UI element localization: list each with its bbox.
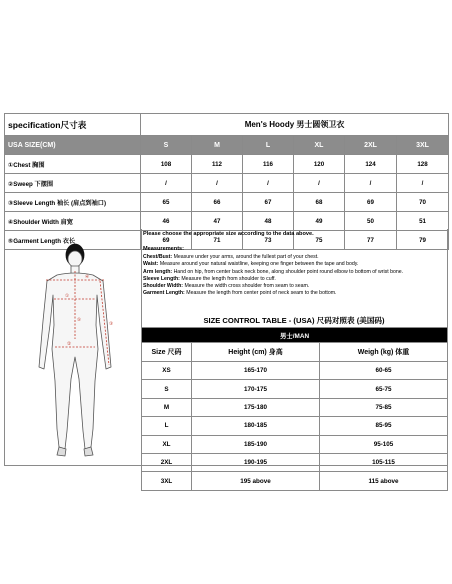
table-cell: / xyxy=(192,174,243,193)
table-cell: 69 xyxy=(141,231,192,250)
table-cell: 185-190 xyxy=(192,435,320,453)
list-item: Arm length: Hand on hip, from center back neck bone, along shoulder point round elbow to bottom of wrist bone. xyxy=(143,268,404,275)
table-cell: 180-185 xyxy=(192,417,320,435)
band-label: 男士/MAN xyxy=(142,328,448,343)
table-cell: 85-95 xyxy=(320,417,448,435)
table-cell: 47 xyxy=(192,212,243,231)
measurements-title: Measurements: xyxy=(143,246,185,252)
size-header: M xyxy=(192,136,243,155)
table-cell: 70 xyxy=(397,193,449,212)
list-item: Shoulder Width: Measure the width cross shoulder from seam to seam. xyxy=(143,283,310,290)
table-cell: 165-170 xyxy=(192,362,320,380)
lower-section xyxy=(4,229,448,485)
spec-corner-label: specification尺寸表 xyxy=(5,114,141,136)
gender-band xyxy=(142,328,448,343)
table-row xyxy=(142,398,448,416)
spec-header-label: USA SIZE(CM) xyxy=(5,136,141,155)
spec-row-sweep xyxy=(5,174,449,193)
list-item: Chest/Bust: Measure under your arms, around the fullest part of your chest. xyxy=(143,254,319,260)
table-cell: / xyxy=(243,174,294,193)
table-cell: 68 xyxy=(294,193,345,212)
size-control-header-row xyxy=(142,343,448,362)
row-label: ③Sleeve Length 袖长 (肩点到袖口) xyxy=(5,193,141,212)
column-header: Weigh (kg) 体重 xyxy=(320,343,448,362)
table-cell: 95-105 xyxy=(320,435,448,453)
table-cell: 112 xyxy=(192,155,243,174)
table-cell: 65 xyxy=(141,193,192,212)
table-row xyxy=(142,362,448,380)
size-header: L xyxy=(243,136,294,155)
row-label: ②Sweep 下摆围 xyxy=(5,174,141,193)
table-cell: / xyxy=(294,174,345,193)
size-control-title: SIZE CONTROL TABLE - (USA) 尺码对照表 (美国码) xyxy=(203,316,385,325)
column-header: Height (cm) 身高 xyxy=(192,343,320,362)
list-item: Garment Length: Measure the length from center point of neck seam to the bottom. xyxy=(143,290,337,297)
table-cell: 3XL xyxy=(142,472,192,490)
table-cell: 50 xyxy=(345,212,397,231)
guide-intro: Please choose the appropriate size according to the data above. xyxy=(143,231,314,237)
table-row xyxy=(142,417,448,435)
size-header: XL xyxy=(294,136,345,155)
marker-length: ⑤ xyxy=(77,318,82,323)
size-control-table xyxy=(141,327,448,491)
table-cell: 69 xyxy=(345,193,397,212)
table-cell: 60-65 xyxy=(320,362,448,380)
size-header: 3XL xyxy=(397,136,449,155)
table-cell: 2XL xyxy=(142,453,192,471)
table-cell: 124 xyxy=(345,155,397,174)
table-row xyxy=(142,453,448,471)
body-figure-panel xyxy=(4,229,142,466)
table-cell: 116 xyxy=(243,155,294,174)
spec-product-title: Men's Hoody 男士圆领卫衣 xyxy=(141,114,449,136)
table-cell: S xyxy=(142,380,192,398)
list-item: Sleeve Length: Measure the length from shoulder to cuff. xyxy=(143,275,276,282)
row-label: ①Chest 胸围 xyxy=(5,155,141,174)
table-cell: 71 xyxy=(192,231,243,250)
table-cell: 67 xyxy=(243,193,294,212)
marker-chest: ① xyxy=(65,294,70,299)
table-cell: 128 xyxy=(397,155,449,174)
table-cell: 77 xyxy=(345,231,397,250)
table-cell: XL xyxy=(142,435,192,453)
size-header: 2XL xyxy=(345,136,397,155)
table-cell: 195 above xyxy=(192,472,320,490)
table-cell: 66 xyxy=(192,193,243,212)
table-cell: 175-180 xyxy=(192,398,320,416)
table-cell: 75 xyxy=(294,231,345,250)
row-label: ④Shoulder Width 肩宽 xyxy=(5,212,141,231)
column-header: Size 尺码 xyxy=(142,343,192,362)
table-cell: / xyxy=(345,174,397,193)
size-guide-panel xyxy=(141,229,448,485)
table-cell: 120 xyxy=(294,155,345,174)
marker-sweep: ② xyxy=(67,342,72,347)
table-cell: 79 xyxy=(397,231,449,250)
marker-shoulder: ④ xyxy=(85,275,90,280)
size-chart-sheet xyxy=(4,113,448,485)
row-label: ⑤Garment Length 衣长 xyxy=(5,231,141,250)
table-cell: 105-115 xyxy=(320,453,448,471)
spec-header-row xyxy=(5,136,449,155)
table-cell: / xyxy=(141,174,192,193)
size-header: S xyxy=(141,136,192,155)
marker-sleeve: ③ xyxy=(109,322,114,327)
table-row xyxy=(142,380,448,398)
table-cell: 75-85 xyxy=(320,398,448,416)
spec-title-row xyxy=(5,114,449,136)
spec-row-shoulder xyxy=(5,212,449,231)
table-cell: 73 xyxy=(243,231,294,250)
list-item: Waist: Measure around your natural waistline, keeping one finger between the tape and body. xyxy=(143,261,359,268)
table-cell: 49 xyxy=(294,212,345,231)
table-cell: 108 xyxy=(141,155,192,174)
table-row xyxy=(142,472,448,490)
table-cell: 46 xyxy=(141,212,192,231)
table-cell: XS xyxy=(142,362,192,380)
table-cell: / xyxy=(397,174,449,193)
table-row xyxy=(142,435,448,453)
table-cell: 51 xyxy=(397,212,449,231)
table-cell: 65-75 xyxy=(320,380,448,398)
table-cell: M xyxy=(142,398,192,416)
spec-row-sleeve xyxy=(5,193,449,212)
table-cell: 115 above xyxy=(320,472,448,490)
spec-row-chest xyxy=(5,155,449,174)
table-cell: 170-175 xyxy=(192,380,320,398)
measurements-list xyxy=(143,254,443,298)
body-outline-illustration xyxy=(5,229,141,465)
table-cell: 48 xyxy=(243,212,294,231)
table-cell: 190-195 xyxy=(192,453,320,471)
table-cell: L xyxy=(142,417,192,435)
